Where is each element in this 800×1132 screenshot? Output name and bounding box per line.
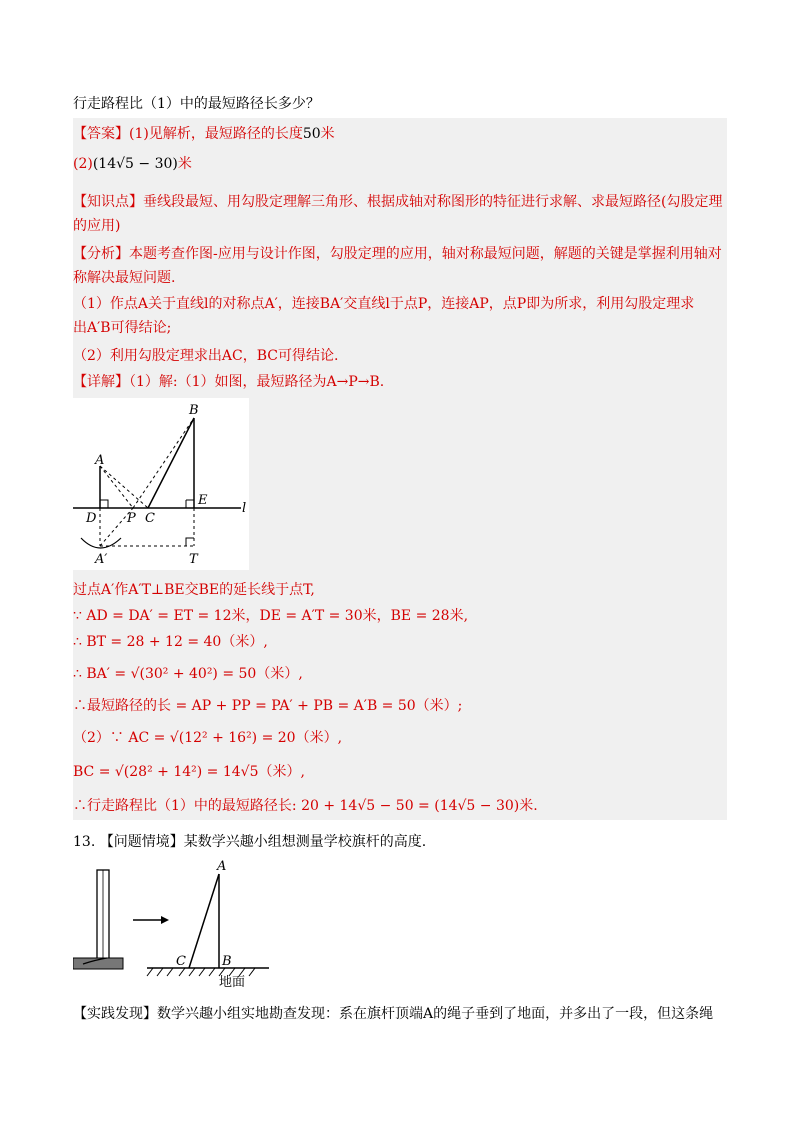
figure-flagpole [73, 858, 273, 988]
solution-line-5: ∴最短路径的长 = AP + PP = PA′ + PB = A′B = 50（米）; [73, 698, 463, 714]
label-l: l [242, 501, 247, 516]
solution-line-2: ∵ AD = DA′ = ET = 12米，DE = A′T = 30米，BE = 28米, [73, 608, 469, 624]
label-T: T [189, 552, 198, 567]
analysis-line-2: 称解决最短问题. [73, 270, 176, 286]
label-P: P [127, 511, 136, 526]
answer-unit: 米 [320, 126, 335, 142]
answer-part1-prefix: (1) [129, 126, 149, 142]
solution-line-3: ∴ BT = 28 + 12 = 40（米）, [73, 634, 268, 650]
solution-line-7: BC = √(28² + 14²) = 14√5（米）, [73, 764, 305, 780]
solution-line-4: ∴ BA′ = √(30² + 40²) = 50（米）, [73, 666, 303, 682]
label-B: B [189, 403, 199, 418]
detail-bracket: 【详解】 [73, 374, 129, 390]
knowledge-bracket: 【知识点】 [73, 194, 143, 210]
analysis-line-5: （2）利用勾股定理求出AC，BC可得结论. [73, 348, 339, 364]
solution-line-6: （2）∵ AC = √(12² + 16²) = 20（米）, [73, 730, 343, 746]
answer-part2-value: (14√5 − 30) [92, 156, 178, 172]
figure-flagpole-svg [73, 858, 273, 988]
fig2-label-A: A [217, 859, 227, 874]
answer-part1-value: 50 [302, 126, 321, 142]
answer-part2-unit: 米 [177, 156, 192, 172]
analysis-line-4: 出A′B可得结论; [73, 320, 172, 336]
analysis-bracket: 【分析】 [73, 246, 129, 262]
figure-shortest-path-svg [73, 398, 249, 570]
intro-line: 行走路程比（1）中的最短路径长多少？ [73, 96, 320, 112]
analysis-line-1 [73, 244, 722, 264]
analysis-text-1: 本题考查作图-应用与设计作图，勾股定理的应用，轴对称最短问题，解题的关键是掌握利用轴对 [129, 246, 722, 262]
label-D: D [86, 511, 97, 526]
figure-shortest-path [73, 398, 249, 570]
answer-part2-prefix: (2) [73, 156, 93, 172]
solution-line-8: ∴行走路程比（1）中的最短路径长: 20 + 14√5 − 50 = (14√5 − 30)米. [73, 798, 538, 814]
knowledge-text-1: 垂线段最短、用勾股定理解三角形、根据成轴对称图形的特征进行求解、求最短路径(勾股定理 [143, 194, 723, 210]
label-E: E [198, 493, 208, 508]
solution-line-1: 过点A′作A′T⊥BE交BE的延长线于点T, [73, 582, 315, 598]
label-A-prime: A′ [95, 552, 108, 567]
detail-text-1: （1）解:（1）如图，最短路径为A→P→B. [129, 374, 385, 390]
answer-line-2 [73, 154, 192, 174]
knowledge-line-2: 的应用) [73, 218, 121, 234]
answer-line-1 [73, 124, 335, 144]
fig2-label-C: C [176, 954, 186, 969]
label-A: A [95, 453, 105, 468]
label-C: C [145, 511, 155, 526]
fig2-label-ground: 地面 [219, 975, 246, 988]
detail-line-1 [73, 372, 384, 392]
problem13-title: 13. 【问题情境】某数学兴趣小组想测量学校旗杆的高度. [73, 834, 427, 850]
answer-bracket: 【答案】 [73, 126, 129, 142]
answer-part1-text: 见解析，最短路径的长度 [148, 126, 303, 142]
fig2-label-B: B [222, 954, 232, 969]
knowledge-line-1 [73, 192, 722, 212]
problem13-practice: 【实践发现】数学兴趣小组实地勘查发现：系在旗杆顶端A的绳子垂到了地面，并多出了一段，但这条绳 [73, 1006, 714, 1022]
analysis-line-3: （1）作点A关于直线l的对称点A′，连接BA′交直线l于点P，连接AP，点P即为所求，利用勾股定理求 [73, 296, 695, 312]
